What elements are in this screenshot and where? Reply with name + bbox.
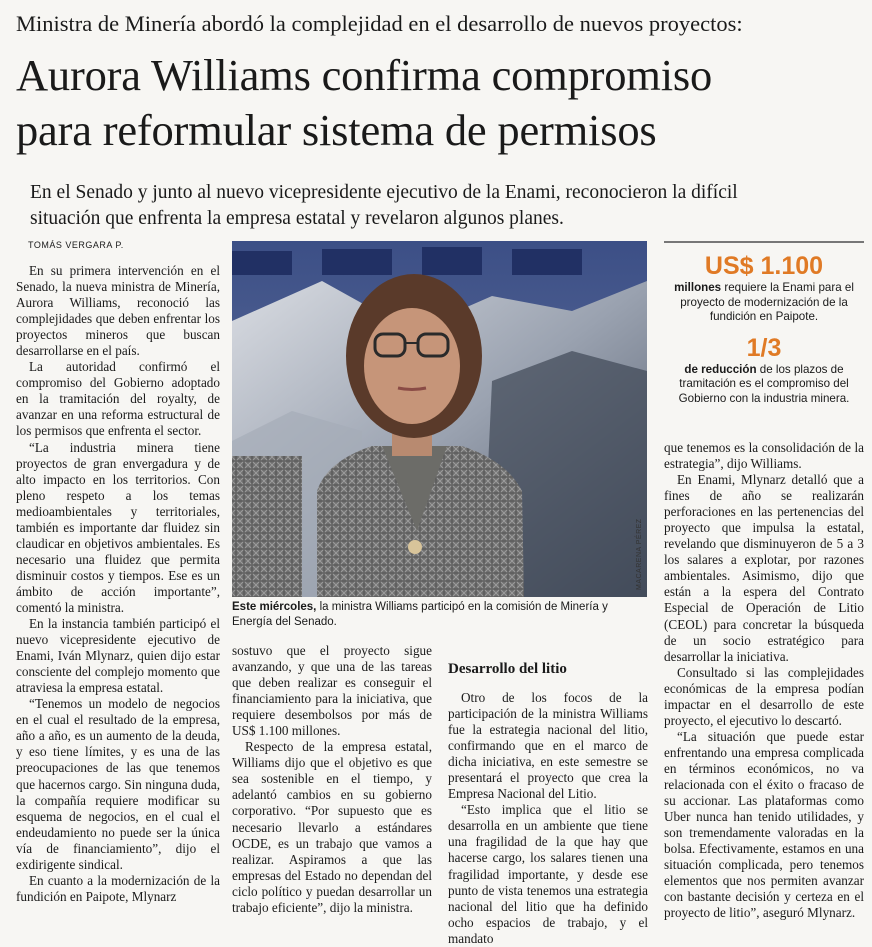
byline: TOMÁS VERGARA P.: [28, 240, 124, 250]
caption-text: la ministra Williams participó en la comisión de Minería y Energía del Senado.: [232, 601, 608, 628]
standfirst-line: situación que enfrenta la empresa estatal y revelaron algunos planes.: [30, 208, 564, 229]
paragraph: En cuanto a la modernización de la fundición en Paipote, Mlynarz: [16, 872, 220, 904]
paragraph: “La industria minera tiene proyectos de gran envergadura y de alto impacto en los territorios. Con pleno respeto a los temas medioambientales y territoriales, también es importante dar fluidez sin claudicar en objetivos ambientales. Es necesario una fluidez que permita disminuir costos y tiempos. Ese es un ámbito de acción importante”, comentó la ministra.: [16, 439, 220, 615]
factbox-rule: [664, 241, 864, 243]
paragraph: En la instancia también participó el nuevo vicepresidente ejecutivo de Enami, Iván Mlynarz, quien dijo estar consciente del complejo momento que atraviesa la empresa estatal.: [16, 616, 220, 696]
body-column-4: [664, 440, 864, 921]
caption-lead: Este miércoles,: [232, 601, 317, 613]
paragraph: “La situación que puede estar enfrentando una empresa complicada en términos económicos, no va relacionada con el éxito o fracaso de su accionar. Las plataformas como Uber nunca han tenido utilidades, y son tremendamente valoradas en la bolsa. Efectivamente, estamos en una situación complicada, pero tenemos elementos que nos permiten avanzar con bastante decisión y certeza en el proyecto de litio”, aseguró Mlynarz.: [664, 728, 864, 921]
factbox: [664, 241, 864, 427]
section-subhead: Desarrollo del litio: [448, 661, 567, 677]
factbox-text-rest: requiere la Enami para el proyecto de modernización de la fundición en Paipote.: [680, 281, 854, 324]
body-column-3: [448, 660, 648, 947]
paragraph: La autoridad confirmó el compromiso del Gobierno adoptado en la tramitación del royalty, de avanzar en una reforma estructural de los permisos que enfrenta el sector.: [16, 359, 220, 439]
paragraph: Consultado si las complejidades económicas de la empresa podían impactar en el desarrollo de este proyecto, el ejecutivo lo descartó.: [664, 664, 864, 728]
paragraph: Otro de los focos de la participación de la ministra Williams fue la estrategia nacional del litio, confirmando que en el marco de dicha iniciativa, en este semestre se presentará el proyecto que crea la Empresa Nacional del Litio.: [448, 690, 648, 802]
factbox-text: [664, 281, 864, 325]
paragraph: “Tenemos un modelo de negocios en el cual el resultado de la empresa, año a año, es un aumento de la deuda, y eso tiene límites, y es una de las preocupaciones de las que tenemos que hacernos cargo. Sin ninguna duda, la compañía requiere modificar su esquema de negocios, en el cual el endeudamiento no puede ser la única vía de financiamiento”, dijo el exdirigente sindical.: [16, 696, 220, 872]
factbox-value: US$ 1.100: [704, 252, 824, 280]
factbox-text-bold: de reducción: [684, 362, 757, 376]
article-photo: [232, 241, 647, 597]
headline: [16, 48, 864, 158]
headline-line: Aurora Williams confirma compromiso: [16, 50, 713, 100]
standfirst-line: En el Senado y junto al nuevo vicepresidente ejecutivo de la Enami, reconocieron la difícil: [30, 182, 738, 203]
factbox-text: [664, 363, 864, 407]
body-column-2: [232, 643, 432, 916]
paragraph: “Esto implica que el litio se desarrolla en un ambiente que tiene una fragilidad de la que hay que hacerse cargo, los salares tienen una fragilidad importante, y desde ese punto de vista tenemos una estrategia nacional del litio que ha definido ocho espacios de trabajo, y el mandato: [448, 802, 648, 946]
paragraph: Respecto de la empresa estatal, Williams dijo que el objetivo es que sea sostenible en el tiempo, y adelantó cambios en su gobierno corporativo. “Por supuesto que es necesario llevarlo a estándares OCDE, es un trabajo que vamos a realizar. Aspiramos a que las empresas del Estado no dependan del ciclo político y puedan desarrollar un trabajo eficiente”, dijo la ministra.: [232, 739, 432, 915]
headline-line: para reformular sistema de permisos: [16, 105, 657, 155]
paragraph: que tenemos es la consolidación de la estrategia”, dijo Williams.: [664, 440, 864, 472]
photo-caption: [232, 600, 650, 629]
paragraph: En su primera intervención en el Senado, la nueva ministra de Minería, Aurora Williams, reconoció las complejidades que deben enfrentar los proyectos mineros que buscan desarrollarse en el país.: [16, 263, 220, 359]
factbox-value: 1/3: [746, 333, 782, 362]
photo-credit: MACARENA PÉREZ: [636, 518, 643, 590]
paragraph: sostuvo que el proyecto sigue avanzando, y que una de las tareas que deben realizar es conseguir el financiamiento para la iniciativa, que requiere desembolsos por más de US$ 1.100 millones.: [232, 643, 432, 739]
body-column-1: [16, 263, 220, 905]
factbox-text-rest: de los plazos de tramitación es el compromiso del Gobierno con la industria minera.: [678, 362, 850, 405]
kicker: Ministra de Minería abordó la complejidad en el desarrollo de nuevos proyectos:: [16, 11, 743, 36]
paragraph: En Enami, Mlynarz detalló que a fines de año se realizarán perforaciones en las pertenencias del proyecto que impulsa la estatal, revelando que disminuyeron de 5 a 3 los salares a explotar, por razones ambientales. Asimismo, dijo que están a la espera del Contrato Especial de Operación de Litio (CEOL) para concretar la búsqueda de un socio estratégico para desarrollar la iniciativa.: [664, 472, 864, 664]
photo-illustration: [232, 241, 647, 597]
standfirst: [30, 180, 860, 232]
factbox-text-bold: millones: [674, 281, 722, 294]
